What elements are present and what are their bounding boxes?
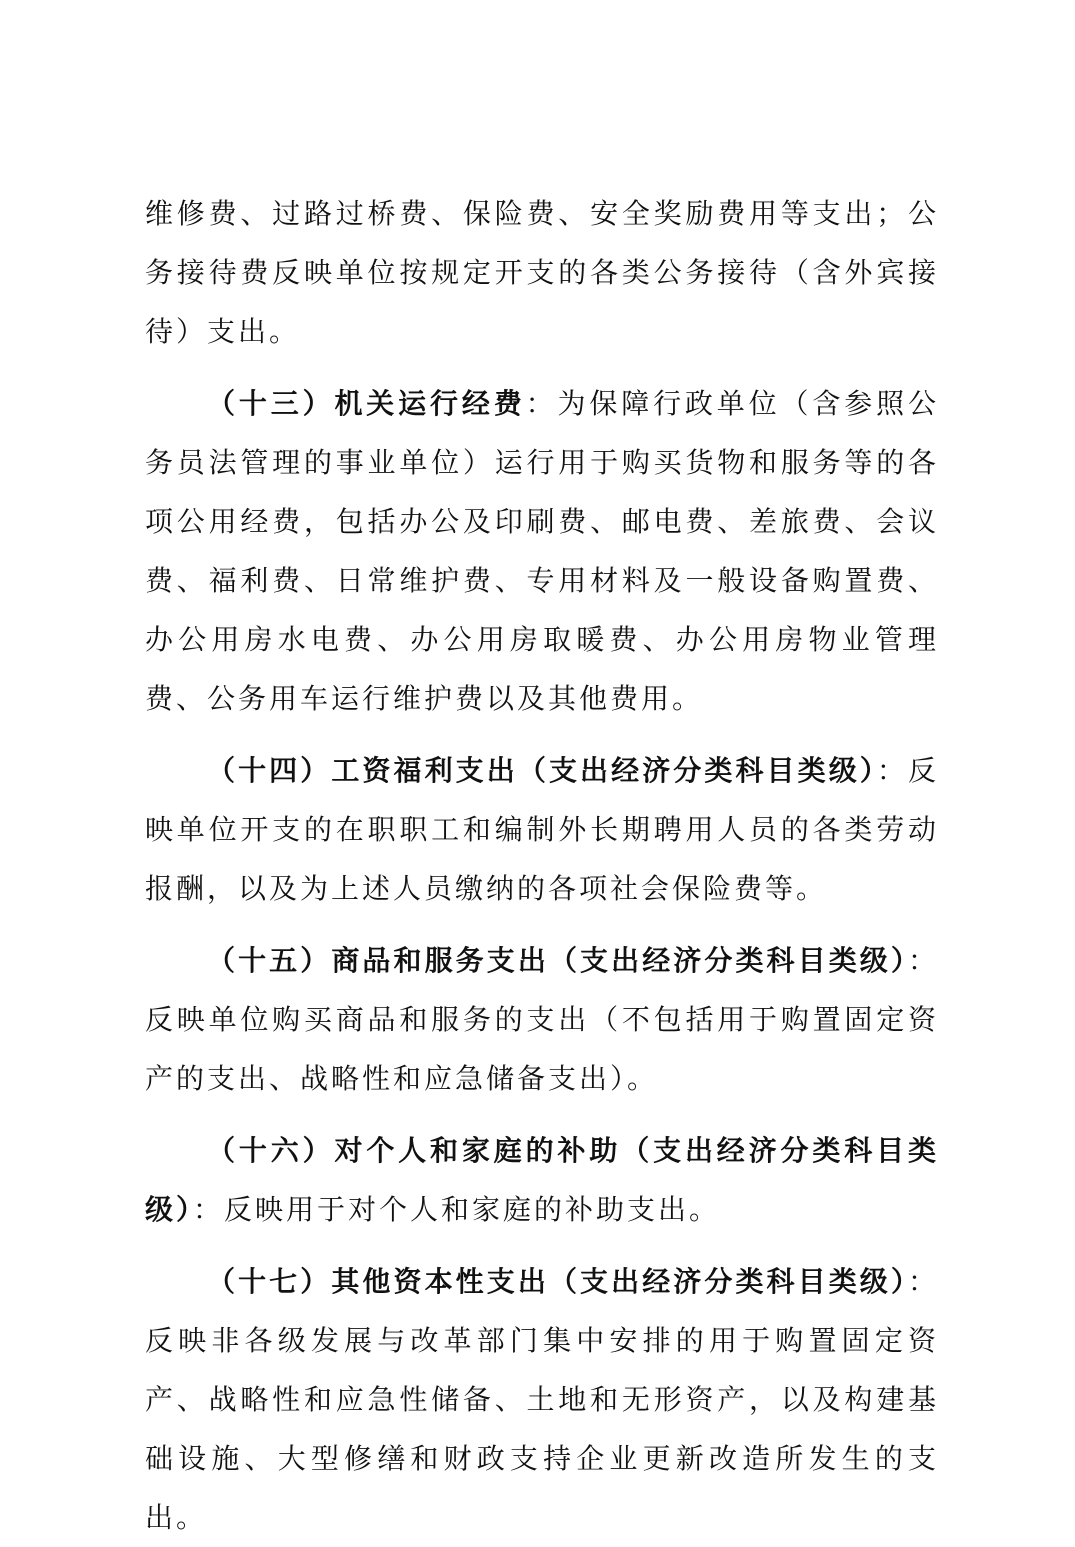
paragraph-term: （十五）商品和服务支出（支出经济分类科目类级） xyxy=(207,944,908,977)
paragraph-item-15 xyxy=(145,931,939,1108)
paragraph-text: 维修费、过路过桥费、保险费、安全奖励费用等支出；公务接待费反映单位按规定开支的各类公务接待（含外宾接待）支出。 xyxy=(145,197,939,348)
paragraph-text: ：反映单位购买商品和服务的支出（不包括用于购置固定资产的支出、战略性和应急储备支出）。 xyxy=(145,944,939,1095)
document-page xyxy=(145,184,939,1547)
paragraph-continuation xyxy=(145,184,939,361)
paragraph-gap xyxy=(145,1239,939,1252)
paragraph-term: （十六）对个人和家庭的补助（支出经济分类科目类级） xyxy=(145,1134,939,1226)
paragraph-gap xyxy=(145,918,939,931)
paragraph-text: ：为保障行政单位（含参照公务员法管理的事业单位）运行用于购买货物和服务等的各项公用经费，包括办公及印刷费、邮电费、差旅费、会议费、福利费、日常维护费、专用材料及一般设备购置费、办公用房水电费、办公用房取暖费、办公用房物业管理费、公务用车运行维护费以及其他费用。 xyxy=(145,387,939,715)
paragraph-text: ：反映用于对个人和家庭的补助支出。 xyxy=(193,1193,721,1226)
paragraph-gap xyxy=(145,1108,939,1121)
paragraph-term: （十四）工资福利支出（支出经济分类科目类级） xyxy=(207,754,877,787)
paragraph-text: ：反映单位开支的在职职工和编制外长期聘用人员的各类劳动报酬，以及为上述人员缴纳的各项社会保险费等。 xyxy=(145,754,939,905)
paragraph-item-17 xyxy=(145,1252,939,1547)
paragraph-term: （十七）其他资本性支出（支出经济分类科目类级） xyxy=(207,1265,908,1298)
paragraph-item-13 xyxy=(145,374,939,728)
paragraph-term: （十三）机关运行经费 xyxy=(207,387,526,420)
paragraph-text: ：反映非各级发展与改革部门集中安排的用于购置固定资产、战略性和应急性储备、土地和无形资产，以及构建基础设施、大型修缮和财政支持企业更新改造所发生的支出。 xyxy=(145,1265,939,1534)
paragraph-gap xyxy=(145,728,939,741)
paragraph-gap xyxy=(145,361,939,374)
paragraph-item-14 xyxy=(145,741,939,918)
paragraph-item-16 xyxy=(145,1121,939,1239)
